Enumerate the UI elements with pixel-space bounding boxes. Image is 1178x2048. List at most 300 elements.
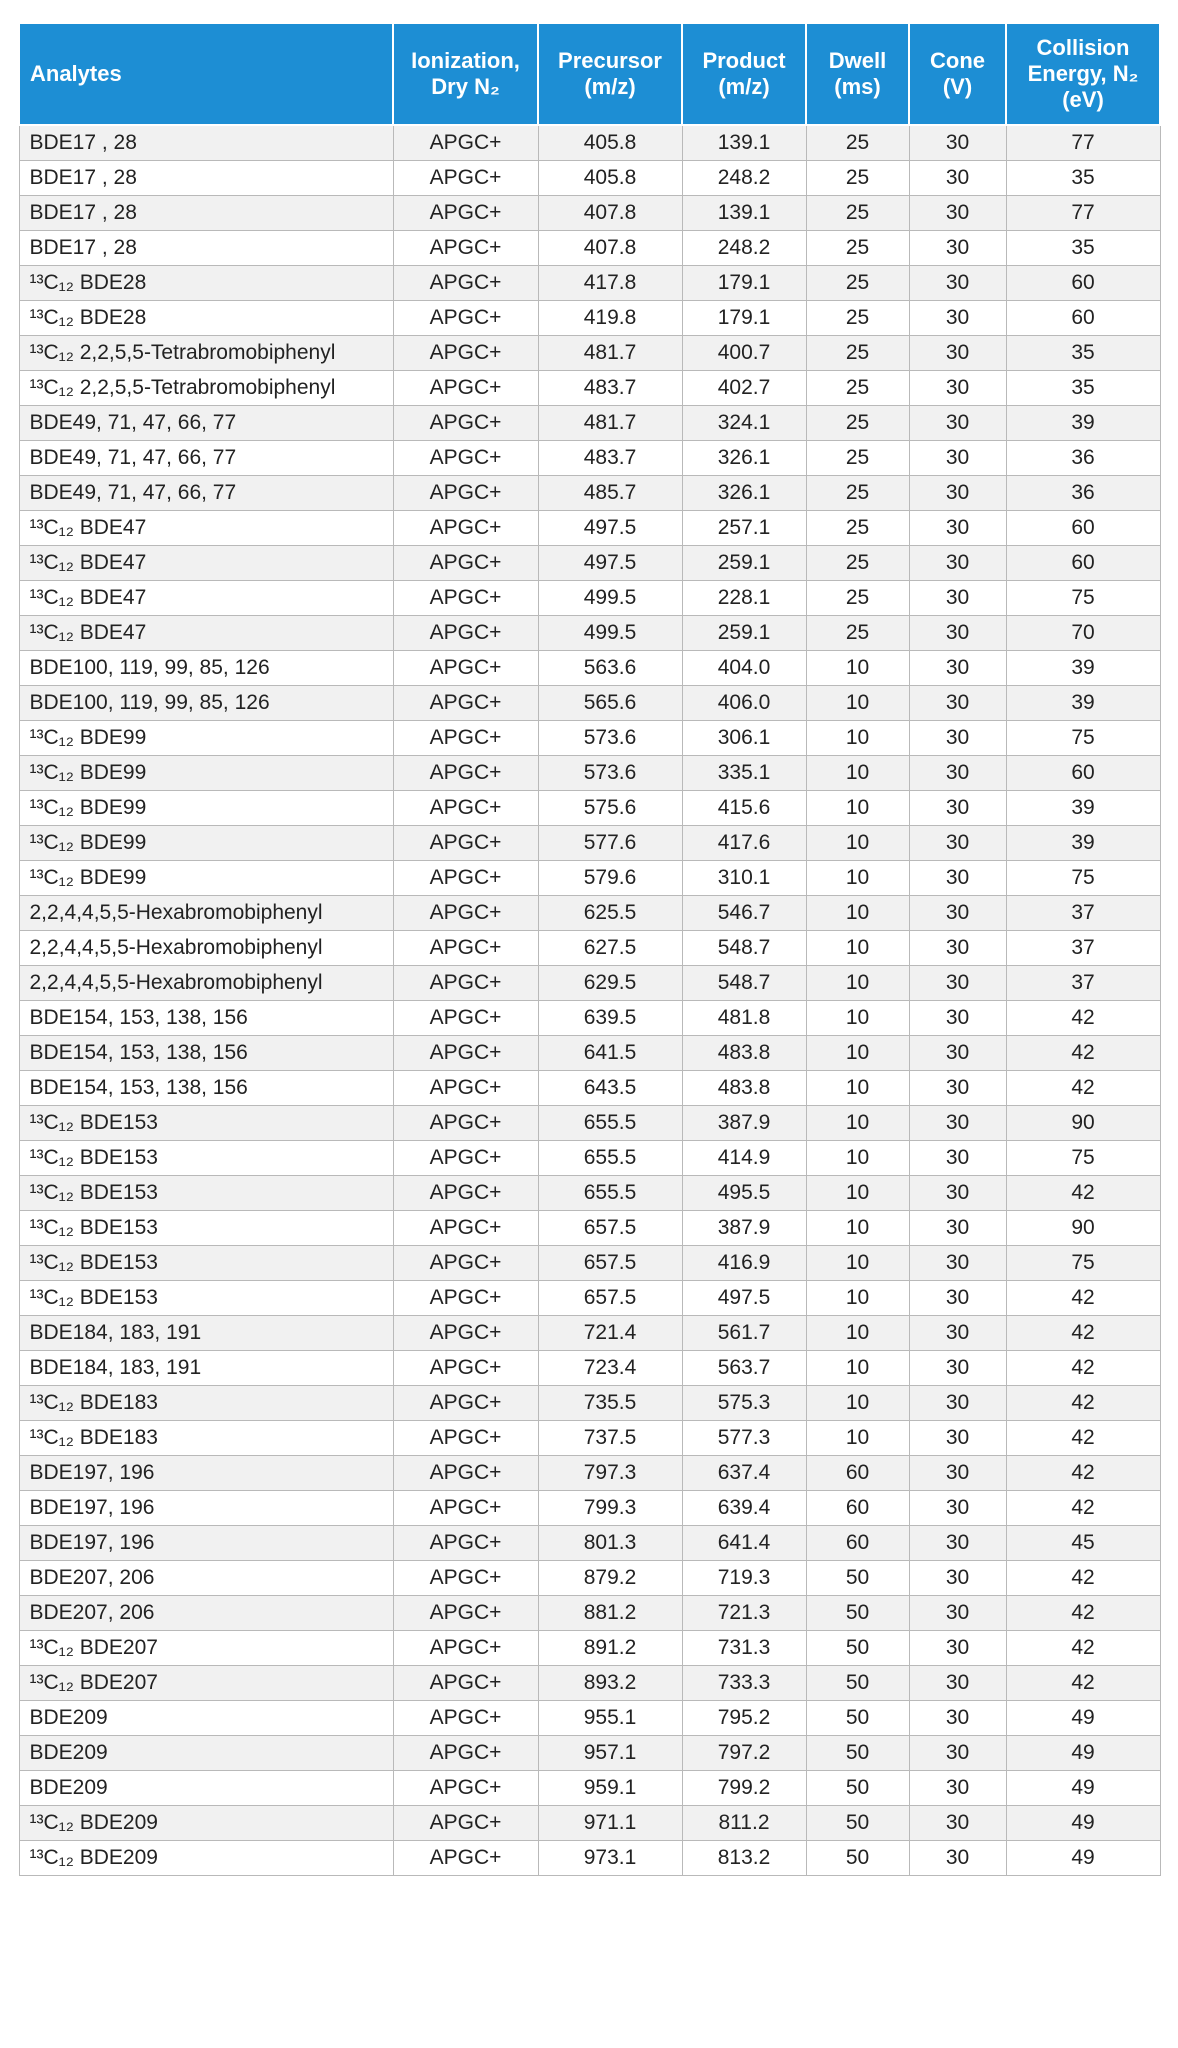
cell-cone: 30 — [909, 896, 1006, 931]
header-collision-energy — [1006, 23, 1160, 125]
cell-cone: 30 — [909, 1771, 1006, 1806]
cell-analyte: BDE209 — [19, 1701, 393, 1736]
cell-analyte: ¹³C₁₂ BDE183 — [19, 1421, 393, 1456]
cell-product: 563.7 — [682, 1351, 806, 1386]
cell-ionization: APGC+ — [393, 336, 538, 371]
cell-cone: 30 — [909, 196, 1006, 231]
cell-ionization: APGC+ — [393, 406, 538, 441]
cell-dwell: 25 — [806, 301, 909, 336]
cell-collision-energy: 90 — [1006, 1106, 1160, 1141]
cell-precursor: 639.5 — [538, 1001, 682, 1036]
header-dwell — [806, 23, 909, 125]
table-row — [19, 336, 1160, 371]
table-row — [19, 581, 1160, 616]
cell-product: 139.1 — [682, 196, 806, 231]
cell-dwell: 25 — [806, 546, 909, 581]
header-line: Cone — [930, 48, 985, 73]
table-row — [19, 266, 1160, 301]
cell-ionization: APGC+ — [393, 511, 538, 546]
cell-precursor: 407.8 — [538, 231, 682, 266]
cell-cone: 30 — [909, 1736, 1006, 1771]
cell-cone: 30 — [909, 1001, 1006, 1036]
cell-collision-energy: 42 — [1006, 1316, 1160, 1351]
cell-dwell: 50 — [806, 1596, 909, 1631]
cell-ionization: APGC+ — [393, 1176, 538, 1211]
header-line: (m/z) — [718, 74, 770, 99]
table-row — [19, 1071, 1160, 1106]
cell-ionization: APGC+ — [393, 1001, 538, 1036]
cell-product: 248.2 — [682, 231, 806, 266]
table-row — [19, 1211, 1160, 1246]
header-analytes — [19, 23, 393, 125]
cell-product: 561.7 — [682, 1316, 806, 1351]
table-row — [19, 1351, 1160, 1386]
cell-dwell: 60 — [806, 1526, 909, 1561]
table-row — [19, 1456, 1160, 1491]
table-row — [19, 1106, 1160, 1141]
cell-product: 259.1 — [682, 546, 806, 581]
cell-precursor: 641.5 — [538, 1036, 682, 1071]
cell-collision-energy: 35 — [1006, 231, 1160, 266]
table-row — [19, 1841, 1160, 1876]
cell-collision-energy: 42 — [1006, 1596, 1160, 1631]
cell-analyte: BDE207, 206 — [19, 1561, 393, 1596]
cell-product: 637.4 — [682, 1456, 806, 1491]
table-row — [19, 1666, 1160, 1701]
cell-ionization: APGC+ — [393, 931, 538, 966]
cell-product: 639.4 — [682, 1491, 806, 1526]
cell-cone: 30 — [909, 1631, 1006, 1666]
table-row — [19, 861, 1160, 896]
cell-collision-energy: 60 — [1006, 756, 1160, 791]
cell-product: 310.1 — [682, 861, 806, 896]
header-line: (eV) — [1062, 87, 1104, 112]
table-row — [19, 686, 1160, 721]
cell-analyte: ¹³C₁₂ BDE153 — [19, 1176, 393, 1211]
cell-analyte: BDE154, 153, 138, 156 — [19, 1071, 393, 1106]
cell-dwell: 10 — [806, 651, 909, 686]
table-row — [19, 511, 1160, 546]
cell-precursor: 655.5 — [538, 1106, 682, 1141]
table-row — [19, 1281, 1160, 1316]
cell-collision-energy: 35 — [1006, 371, 1160, 406]
cell-ionization: APGC+ — [393, 546, 538, 581]
cell-precursor: 405.8 — [538, 125, 682, 161]
table-row — [19, 1316, 1160, 1351]
cell-dwell: 25 — [806, 125, 909, 161]
cell-dwell: 10 — [806, 721, 909, 756]
cell-ionization: APGC+ — [393, 1666, 538, 1701]
cell-product: 139.1 — [682, 125, 806, 161]
header-line: Dry N₂ — [431, 74, 500, 99]
cell-precursor: 483.7 — [538, 441, 682, 476]
cell-ionization: APGC+ — [393, 791, 538, 826]
cell-collision-energy: 60 — [1006, 511, 1160, 546]
cell-cone: 30 — [909, 1351, 1006, 1386]
cell-collision-energy: 75 — [1006, 581, 1160, 616]
cell-precursor: 735.5 — [538, 1386, 682, 1421]
cell-dwell: 50 — [806, 1806, 909, 1841]
cell-cone: 30 — [909, 476, 1006, 511]
mrm-parameters-table — [18, 22, 1161, 1876]
cell-collision-energy: 49 — [1006, 1806, 1160, 1841]
cell-precursor: 573.6 — [538, 756, 682, 791]
cell-product: 481.8 — [682, 1001, 806, 1036]
cell-cone: 30 — [909, 1106, 1006, 1141]
cell-ionization: APGC+ — [393, 441, 538, 476]
cell-product: 483.8 — [682, 1071, 806, 1106]
cell-precursor: 483.7 — [538, 371, 682, 406]
cell-product: 326.1 — [682, 476, 806, 511]
cell-cone: 30 — [909, 441, 1006, 476]
cell-cone: 30 — [909, 791, 1006, 826]
cell-cone: 30 — [909, 756, 1006, 791]
cell-analyte: ¹³C₁₂ BDE99 — [19, 826, 393, 861]
cell-precursor: 497.5 — [538, 511, 682, 546]
cell-analyte: ¹³C₁₂ BDE209 — [19, 1841, 393, 1876]
cell-analyte: ¹³C₁₂ BDE153 — [19, 1106, 393, 1141]
cell-precursor: 799.3 — [538, 1491, 682, 1526]
cell-ionization: APGC+ — [393, 756, 538, 791]
cell-dwell: 25 — [806, 231, 909, 266]
cell-dwell: 10 — [806, 1316, 909, 1351]
cell-dwell: 10 — [806, 966, 909, 1001]
cell-dwell: 10 — [806, 1421, 909, 1456]
table-row — [19, 546, 1160, 581]
table-row — [19, 301, 1160, 336]
cell-ionization: APGC+ — [393, 686, 538, 721]
cell-ionization: APGC+ — [393, 1596, 538, 1631]
cell-analyte: BDE184, 183, 191 — [19, 1351, 393, 1386]
cell-collision-energy: 42 — [1006, 1036, 1160, 1071]
cell-dwell: 50 — [806, 1666, 909, 1701]
cell-ionization: APGC+ — [393, 1421, 538, 1456]
cell-precursor: 957.1 — [538, 1736, 682, 1771]
cell-dwell: 25 — [806, 266, 909, 301]
cell-cone: 30 — [909, 721, 1006, 756]
cell-product: 577.3 — [682, 1421, 806, 1456]
cell-cone: 30 — [909, 1491, 1006, 1526]
cell-dwell: 10 — [806, 1386, 909, 1421]
cell-dwell: 60 — [806, 1456, 909, 1491]
cell-precursor: 657.5 — [538, 1246, 682, 1281]
cell-ionization: APGC+ — [393, 861, 538, 896]
cell-analyte: BDE49, 71, 47, 66, 77 — [19, 441, 393, 476]
cell-product: 406.0 — [682, 686, 806, 721]
cell-cone: 30 — [909, 1666, 1006, 1701]
cell-analyte: BDE100, 119, 99, 85, 126 — [19, 686, 393, 721]
table-row — [19, 1036, 1160, 1071]
cell-collision-energy: 42 — [1006, 1491, 1160, 1526]
cell-ionization: APGC+ — [393, 1316, 538, 1351]
cell-cone: 30 — [909, 511, 1006, 546]
table-row — [19, 476, 1160, 511]
cell-product: 404.0 — [682, 651, 806, 686]
cell-product: 417.6 — [682, 826, 806, 861]
cell-collision-energy: 39 — [1006, 651, 1160, 686]
cell-analyte: BDE17 , 28 — [19, 161, 393, 196]
mrm-parameters-table-container — [18, 22, 1159, 1876]
cell-collision-energy: 39 — [1006, 791, 1160, 826]
cell-dwell: 10 — [806, 1001, 909, 1036]
cell-cone: 30 — [909, 546, 1006, 581]
cell-ionization: APGC+ — [393, 721, 538, 756]
cell-ionization: APGC+ — [393, 1701, 538, 1736]
header-row — [19, 23, 1160, 125]
cell-analyte: 2,2,4,4,5,5-Hexabromobiphenyl — [19, 896, 393, 931]
cell-product: 387.9 — [682, 1106, 806, 1141]
table-header — [19, 23, 1160, 125]
cell-precursor: 499.5 — [538, 581, 682, 616]
cell-collision-energy: 42 — [1006, 1666, 1160, 1701]
cell-ionization: APGC+ — [393, 1456, 538, 1491]
cell-ionization: APGC+ — [393, 1036, 538, 1071]
cell-collision-energy: 42 — [1006, 1001, 1160, 1036]
cell-dwell: 50 — [806, 1841, 909, 1876]
table-row — [19, 1701, 1160, 1736]
table-row — [19, 1526, 1160, 1561]
cell-collision-energy: 42 — [1006, 1281, 1160, 1316]
cell-cone: 30 — [909, 1316, 1006, 1351]
cell-collision-energy: 75 — [1006, 721, 1160, 756]
cell-precursor: 573.6 — [538, 721, 682, 756]
table-row — [19, 125, 1160, 161]
cell-dwell: 50 — [806, 1771, 909, 1806]
cell-ionization: APGC+ — [393, 125, 538, 161]
cell-cone: 30 — [909, 231, 1006, 266]
cell-dwell: 10 — [806, 1176, 909, 1211]
header-precursor — [538, 23, 682, 125]
cell-dwell: 60 — [806, 1491, 909, 1526]
cell-precursor: 891.2 — [538, 1631, 682, 1666]
header-line: Ionization, — [411, 48, 520, 73]
cell-analyte: ¹³C₁₂ BDE153 — [19, 1141, 393, 1176]
cell-analyte: ¹³C₁₂ BDE207 — [19, 1666, 393, 1701]
cell-collision-energy: 42 — [1006, 1176, 1160, 1211]
cell-analyte: BDE197, 196 — [19, 1456, 393, 1491]
cell-analyte: BDE100, 119, 99, 85, 126 — [19, 651, 393, 686]
table-row — [19, 1806, 1160, 1841]
cell-product: 415.6 — [682, 791, 806, 826]
table-row — [19, 791, 1160, 826]
cell-dwell: 10 — [806, 1351, 909, 1386]
cell-analyte: ¹³C₁₂ BDE153 — [19, 1246, 393, 1281]
cell-collision-energy: 49 — [1006, 1736, 1160, 1771]
cell-ionization: APGC+ — [393, 231, 538, 266]
cell-product: 548.7 — [682, 966, 806, 1001]
cell-ionization: APGC+ — [393, 1736, 538, 1771]
cell-ionization: APGC+ — [393, 1071, 538, 1106]
cell-dwell: 10 — [806, 1246, 909, 1281]
table-row — [19, 406, 1160, 441]
cell-cone: 30 — [909, 125, 1006, 161]
table-row — [19, 1596, 1160, 1631]
header-line: Precursor — [558, 48, 662, 73]
cell-product: 797.2 — [682, 1736, 806, 1771]
cell-analyte: BDE197, 196 — [19, 1526, 393, 1561]
table-row — [19, 721, 1160, 756]
cell-precursor: 881.2 — [538, 1596, 682, 1631]
cell-collision-energy: 77 — [1006, 196, 1160, 231]
header-line: Dwell — [828, 48, 887, 73]
cell-ionization: APGC+ — [393, 1351, 538, 1386]
cell-precursor: 481.7 — [538, 406, 682, 441]
cell-ionization: APGC+ — [393, 1806, 538, 1841]
header-line: Product — [702, 48, 786, 73]
cell-dwell: 50 — [806, 1561, 909, 1596]
cell-collision-energy: 49 — [1006, 1841, 1160, 1876]
cell-cone: 30 — [909, 301, 1006, 336]
cell-dwell: 50 — [806, 1736, 909, 1771]
cell-product: 641.4 — [682, 1526, 806, 1561]
cell-analyte: BDE17 , 28 — [19, 125, 393, 161]
table-row — [19, 441, 1160, 476]
cell-product: 326.1 — [682, 441, 806, 476]
cell-ionization: APGC+ — [393, 1771, 538, 1806]
cell-analyte: BDE197, 196 — [19, 1491, 393, 1526]
cell-ionization: APGC+ — [393, 1386, 538, 1421]
cell-dwell: 25 — [806, 161, 909, 196]
cell-cone: 30 — [909, 1701, 1006, 1736]
cell-product: 721.3 — [682, 1596, 806, 1631]
cell-analyte: ¹³C₁₂ BDE47 — [19, 581, 393, 616]
cell-analyte: ¹³C₁₂ BDE28 — [19, 266, 393, 301]
cell-dwell: 10 — [806, 1141, 909, 1176]
table-row — [19, 756, 1160, 791]
cell-product: 733.3 — [682, 1666, 806, 1701]
cell-analyte: BDE154, 153, 138, 156 — [19, 1001, 393, 1036]
cell-dwell: 10 — [806, 826, 909, 861]
cell-product: 416.9 — [682, 1246, 806, 1281]
table-row — [19, 231, 1160, 266]
cell-collision-energy: 37 — [1006, 896, 1160, 931]
table-row — [19, 896, 1160, 931]
cell-dwell: 25 — [806, 581, 909, 616]
cell-precursor: 625.5 — [538, 896, 682, 931]
cell-analyte: BDE49, 71, 47, 66, 77 — [19, 476, 393, 511]
cell-collision-energy: 35 — [1006, 336, 1160, 371]
cell-product: 811.2 — [682, 1806, 806, 1841]
cell-dwell: 25 — [806, 406, 909, 441]
cell-cone: 30 — [909, 336, 1006, 371]
cell-analyte: ¹³C₁₂ BDE153 — [19, 1281, 393, 1316]
cell-collision-energy: 49 — [1006, 1771, 1160, 1806]
cell-cone: 30 — [909, 1036, 1006, 1071]
header-cone — [909, 23, 1006, 125]
cell-precursor: 971.1 — [538, 1806, 682, 1841]
table-row — [19, 371, 1160, 406]
cell-collision-energy: 36 — [1006, 476, 1160, 511]
cell-dwell: 50 — [806, 1701, 909, 1736]
cell-precursor: 973.1 — [538, 1841, 682, 1876]
cell-cone: 30 — [909, 616, 1006, 651]
cell-dwell: 10 — [806, 861, 909, 896]
cell-product: 795.2 — [682, 1701, 806, 1736]
cell-analyte: BDE17 , 28 — [19, 196, 393, 231]
cell-dwell: 10 — [806, 1211, 909, 1246]
cell-collision-energy: 39 — [1006, 686, 1160, 721]
table-body — [19, 125, 1160, 1876]
cell-cone: 30 — [909, 1456, 1006, 1491]
cell-dwell: 10 — [806, 756, 909, 791]
cell-dwell: 10 — [806, 931, 909, 966]
cell-dwell: 10 — [806, 1071, 909, 1106]
cell-collision-energy: 75 — [1006, 1141, 1160, 1176]
cell-collision-energy: 39 — [1006, 826, 1160, 861]
cell-cone: 30 — [909, 1211, 1006, 1246]
cell-product: 248.2 — [682, 161, 806, 196]
cell-ionization: APGC+ — [393, 1491, 538, 1526]
cell-analyte: BDE154, 153, 138, 156 — [19, 1036, 393, 1071]
table-row — [19, 1771, 1160, 1806]
cell-ionization: APGC+ — [393, 966, 538, 1001]
table-row — [19, 1176, 1160, 1211]
cell-cone: 30 — [909, 1841, 1006, 1876]
cell-analyte: BDE17 , 28 — [19, 231, 393, 266]
cell-product: 179.1 — [682, 301, 806, 336]
cell-precursor: 797.3 — [538, 1456, 682, 1491]
cell-collision-energy: 39 — [1006, 406, 1160, 441]
cell-product: 719.3 — [682, 1561, 806, 1596]
cell-precursor: 655.5 — [538, 1176, 682, 1211]
cell-analyte: ¹³C₁₂ BDE99 — [19, 791, 393, 826]
cell-product: 259.1 — [682, 616, 806, 651]
table-row — [19, 616, 1160, 651]
table-row — [19, 1421, 1160, 1456]
cell-dwell: 10 — [806, 791, 909, 826]
cell-cone: 30 — [909, 1421, 1006, 1456]
cell-cone: 30 — [909, 1806, 1006, 1841]
cell-dwell: 10 — [806, 1106, 909, 1141]
table-row — [19, 161, 1160, 196]
cell-analyte: ¹³C₁₂ 2,2,5,5-Tetrabromobiphenyl — [19, 371, 393, 406]
cell-analyte: ¹³C₁₂ BDE47 — [19, 616, 393, 651]
cell-collision-energy: 42 — [1006, 1561, 1160, 1596]
cell-cone: 30 — [909, 161, 1006, 196]
cell-ionization: APGC+ — [393, 196, 538, 231]
cell-ionization: APGC+ — [393, 1841, 538, 1876]
cell-precursor: 657.5 — [538, 1281, 682, 1316]
cell-dwell: 10 — [806, 1036, 909, 1071]
cell-collision-energy: 42 — [1006, 1631, 1160, 1666]
cell-precursor: 499.5 — [538, 616, 682, 651]
cell-analyte: ¹³C₁₂ BDE99 — [19, 721, 393, 756]
table-row — [19, 1141, 1160, 1176]
cell-collision-energy: 60 — [1006, 266, 1160, 301]
cell-ionization: APGC+ — [393, 581, 538, 616]
cell-product: 414.9 — [682, 1141, 806, 1176]
table-row — [19, 1491, 1160, 1526]
cell-product: 335.1 — [682, 756, 806, 791]
header-line: Collision — [1036, 35, 1130, 60]
cell-collision-energy: 37 — [1006, 931, 1160, 966]
cell-collision-energy: 42 — [1006, 1456, 1160, 1491]
cell-product: 495.5 — [682, 1176, 806, 1211]
cell-precursor: 643.5 — [538, 1071, 682, 1106]
cell-cone: 30 — [909, 1561, 1006, 1596]
cell-analyte: ¹³C₁₂ BDE183 — [19, 1386, 393, 1421]
cell-precursor: 721.4 — [538, 1316, 682, 1351]
cell-precursor: 417.8 — [538, 266, 682, 301]
cell-collision-energy: 75 — [1006, 1246, 1160, 1281]
cell-product: 402.7 — [682, 371, 806, 406]
cell-analyte: ¹³C₁₂ BDE47 — [19, 546, 393, 581]
cell-dwell: 25 — [806, 511, 909, 546]
table-row — [19, 931, 1160, 966]
cell-analyte: ¹³C₁₂ 2,2,5,5-Tetrabromobiphenyl — [19, 336, 393, 371]
cell-product: 575.3 — [682, 1386, 806, 1421]
cell-analyte: ¹³C₁₂ BDE99 — [19, 756, 393, 791]
